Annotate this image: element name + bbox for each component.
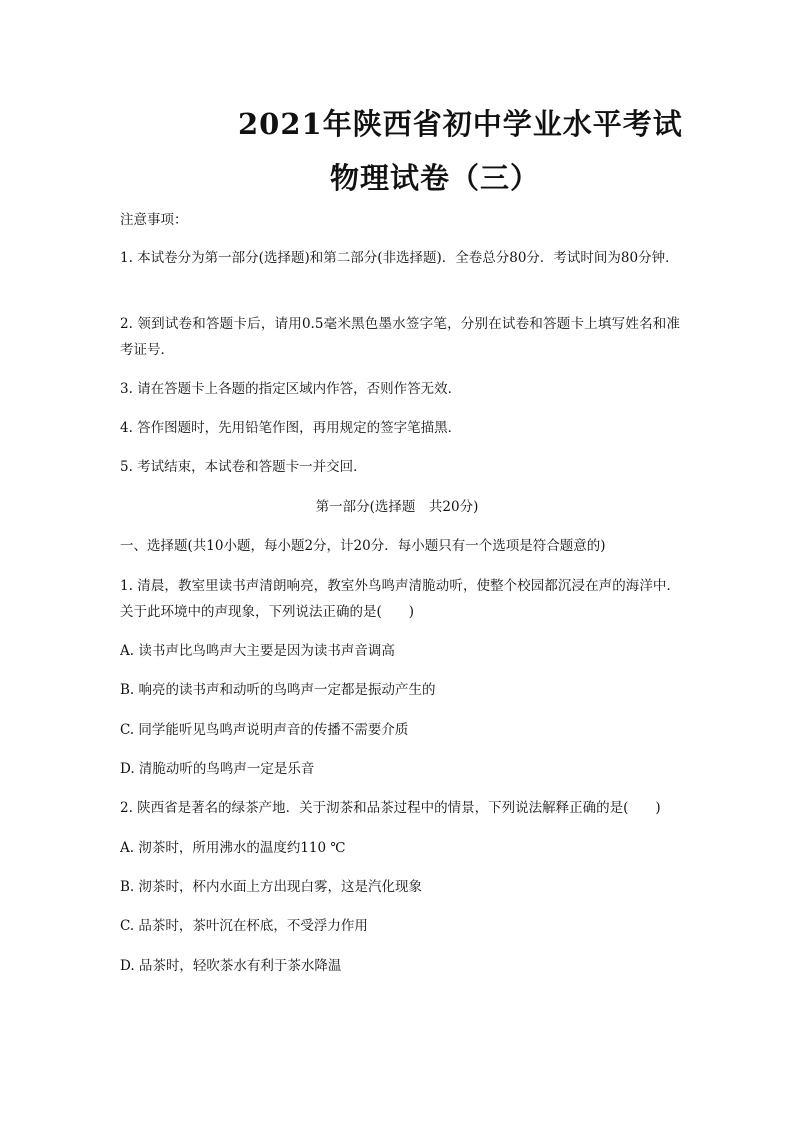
notice-item: 2. 领到试卷和答题卡后，请用0.5毫米黑色墨水签字笔，分别在试卷和答题卡上填写姓名和准考证号．: [120, 316, 680, 358]
notice-item: 5. 考试结束，本试卷和答题卡一并交回．: [120, 459, 367, 475]
question-option: C. 品茶时，茶叶沉在杯底，不受浮力作用: [120, 918, 368, 934]
question-option: B. 沏茶时，杯内水面上方出现白雾，这是汽化现象: [120, 879, 423, 895]
question-stem: 2. 陕西省是著名的绿茶产地．关于沏茶和品茶过程中的情景，下列说法解释正确的是( ): [120, 800, 661, 816]
question-option: D. 品茶时，轻吹茶水有利于茶水降温: [120, 958, 342, 974]
notice-item: 1. 本试卷分为第一部分(选择题)和第二部分(非选择题)．全卷总分80分．考试时间为80分钟．: [120, 250, 679, 266]
notice-item: 4. 答作图题时，先用铅笔作图，再用规定的签字笔描黑．: [120, 420, 462, 436]
notice-heading: 注意事项：: [120, 212, 188, 228]
question-option: B. 响亮的读书声和动听的鸟鸣声一定都是振动产生的: [120, 682, 436, 698]
question-option: C. 同学能听见鸟鸣声说明声音的传播不需要介质: [120, 722, 409, 738]
part-heading: 第一部分(选择题 共20分): [315, 499, 479, 515]
section-heading: 一、选择题(共10小题，每小题2分，计20分．每小题只有一个选项是符合题意的): [120, 538, 606, 554]
exam-title: 2021年陕西省初中学业水平考试: [238, 107, 683, 141]
question-option: A. 沏茶时，所用沸水的温度约110 ℃: [120, 840, 346, 856]
question-stem: 1. 清晨，教室里读书声清朗响亮，教室外鸟鸣声清脆动听，使整个校园都沉浸在声的海洋中．关于此环境中的声现象，下列说法正确的是( ): [120, 578, 680, 620]
question-option: A. 读书声比鸟鸣声大主要是因为读书声音调高: [120, 643, 395, 659]
exam-subtitle: 物理试卷（三）: [330, 161, 541, 195]
question-option: D. 清脆动听的鸟鸣声一定是乐音: [120, 761, 315, 777]
notice-item: 3. 请在答题卡上各题的指定区域内作答，否则作答无效．: [120, 381, 462, 397]
